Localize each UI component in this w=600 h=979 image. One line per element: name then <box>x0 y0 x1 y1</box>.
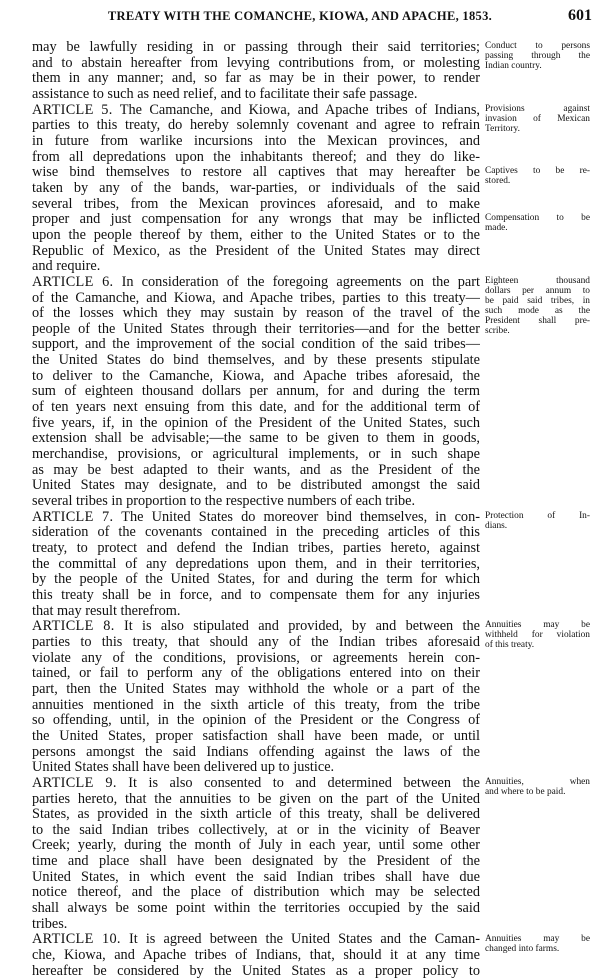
line-text: The Camanche, and Kiowa, and Apache tribes of Indians, <box>119 102 480 118</box>
line-text: merchandise, provisions, or agricultural implements, or in such shape <box>32 447 480 463</box>
running-head: TREATY WITH THE COMANCHE, KIOWA, AND APACHE, 1853. <box>107 9 493 23</box>
text-line <box>32 838 480 854</box>
line-text: Republic of Mexico, as the President of the United States may direct <box>32 243 480 259</box>
text-line <box>32 541 480 557</box>
margin-note-line: passing through the <box>485 51 590 61</box>
text-line <box>32 698 480 714</box>
margin-note-line: scribe. <box>485 325 510 336</box>
text-line <box>32 431 480 447</box>
text-line <box>32 87 480 103</box>
text-line <box>32 729 480 745</box>
margin-note-line: Captives to be re- <box>485 166 590 177</box>
line-text: to deliver to the Camanche, Kiowa, and Apache tribes aforesaid, the <box>32 368 480 384</box>
text-line <box>32 40 480 56</box>
line-text: United States shall have been delivered up to justice. <box>32 760 335 776</box>
text-line <box>32 572 480 588</box>
line-text: to the said Indian tribes collectively, at or in the vicinity of Beaver <box>32 822 480 838</box>
margin-note-conduct <box>485 41 590 71</box>
article-label: ARTICLE 7. <box>32 509 114 525</box>
margin-note-line: dians. <box>485 520 508 531</box>
text-line <box>32 713 480 729</box>
margin-note-line: Conduct to persons <box>485 41 590 51</box>
margin-note-line: of this treaty. <box>485 640 535 651</box>
line-text: by the people of the United States, for and during the term for which <box>32 572 480 588</box>
margin-note-line: Territory. <box>485 123 520 134</box>
line-text: Creek; yearly, during the month of July in each year, until some other <box>32 838 480 854</box>
line-text: several tribes, from the Mexican provinces aforesaid, and to make <box>32 196 480 212</box>
text-line <box>32 807 480 823</box>
text-line <box>32 666 480 682</box>
line-text: shall always be some point within the territories occupied by the said <box>32 901 480 917</box>
line-text: parties to this treaty, do hereby solemnly covenant and agree to refrain <box>32 118 480 134</box>
margin-note-line: President shall pre- <box>485 315 590 326</box>
line-text: part, then the United States may withhold the whole or a part of the <box>32 681 480 697</box>
line-text: hereafter be considered by the United States as a proper policy to <box>32 963 480 979</box>
margin-note-line: Annuities, when <box>485 777 590 788</box>
text-line <box>32 823 480 839</box>
line-text: treaty, to protect and defend the Indian tribes, parties hereto, against <box>32 541 480 556</box>
article-heading-line <box>32 275 480 291</box>
text-line <box>32 494 480 510</box>
margin-note-line: Indian country. <box>485 61 542 71</box>
text-line <box>32 901 480 917</box>
margin-note-eighteen-thousand <box>485 276 590 336</box>
line-text: as may be best adapted to their wants, and as the President of the <box>32 462 480 478</box>
article-label: ARTICLE 9. <box>32 775 117 791</box>
line-text: persons amongst the said Indians offending against the laws of the <box>32 744 480 760</box>
margin-note-line: be paid said tribes, in <box>485 295 590 306</box>
line-text: support, and the improvement of the social condition of the said tribes— <box>32 337 480 353</box>
margin-note-compensation <box>485 213 590 233</box>
text-line <box>32 322 480 338</box>
line-text: several tribes in proportion to the respective numbers of each tribe. <box>32 494 416 510</box>
line-text: and require. <box>32 259 101 275</box>
line-text: the committal of any depredations upon them, and in their territories, <box>32 556 480 572</box>
text-line <box>32 56 480 72</box>
line-text: United States may designate, and to be distributed amongst the said <box>32 478 480 494</box>
text-line <box>32 635 480 651</box>
line-text: extension shall be advisable;—the same to be given to them in goods, <box>32 431 480 447</box>
line-text: In consideration of the foregoing agreements on the part <box>121 274 480 290</box>
text-line <box>32 651 480 667</box>
text-line <box>32 604 480 620</box>
article-label: ARTICLE 10. <box>32 932 121 948</box>
margin-note-line: changed into farms. <box>485 943 560 954</box>
text-line <box>32 71 480 87</box>
margin-note-line: made. <box>485 223 508 234</box>
text-line <box>32 197 480 213</box>
line-text: It is also stipulated and provided, by and between the <box>123 619 480 635</box>
article-label: ARTICLE 5. <box>32 102 113 118</box>
line-text: so offending, until, in the opinion of the President or the Congress of <box>32 713 480 729</box>
text-line <box>32 870 480 886</box>
text-line <box>32 588 480 604</box>
margin-note-captives <box>485 166 590 186</box>
margin-note-line: invasion of Mexican <box>485 113 590 124</box>
text-line <box>32 478 480 494</box>
line-text: and to abstain hereafter from levying contributions from, or molesting <box>32 55 480 71</box>
line-text: annuities mentioned in the sixth article of this treaty, from the tribe <box>32 697 480 713</box>
margin-note-line: Eighteen thousand <box>485 275 590 286</box>
article-heading-line <box>32 776 480 792</box>
article-heading-line <box>32 103 480 119</box>
article-label: ARTICLE 6. <box>32 274 114 290</box>
text-line <box>32 259 480 275</box>
text-line <box>32 369 480 385</box>
treaty-text-column <box>32 40 480 979</box>
line-text: United States, in which event the said Indian tribes shall have due <box>32 869 480 885</box>
margin-note-line: Protection of In- <box>485 510 590 521</box>
page-header <box>0 9 600 31</box>
line-text: that may result therefrom. <box>32 603 181 619</box>
article-heading-line <box>32 510 480 526</box>
text-line <box>32 885 480 901</box>
page-number: 601 <box>568 7 592 24</box>
margin-note-line: such mode as the <box>485 305 590 316</box>
text-line <box>32 118 480 134</box>
line-text: the United States do bind themselves, and by these presents stipulate <box>32 353 480 369</box>
line-text: of the losses which they may sustain by reason of the travel of the <box>32 306 480 322</box>
margin-note-line: dollars per annum to <box>485 285 590 296</box>
line-text: It is agreed between the United States and the Caman- <box>128 932 480 948</box>
text-line <box>32 244 480 260</box>
margin-note-line: Provisions against <box>485 103 590 114</box>
line-text: sideration of the covenants contained in the preceding articles of this <box>32 525 480 541</box>
line-text: It is also consented to and determined between the <box>128 775 480 791</box>
line-text: The United States do moreover bind themselves, in con- <box>121 509 480 525</box>
line-text: States, as provided in the sixth article of this treaty, shall be delivered <box>32 807 480 823</box>
line-text: assistance to such as need relief, and to facilitate their safe passage. <box>32 86 418 102</box>
text-line <box>32 463 480 479</box>
line-text: parties to this treaty, that should any of the Indian tribes aforesaid <box>32 634 480 650</box>
margin-note-line: and where to be paid. <box>485 787 566 798</box>
line-text: parties hereto, that the annuities to be given on the part of the United <box>32 791 480 807</box>
text-line <box>32 792 480 808</box>
margin-note-annuities-farms <box>485 934 590 954</box>
text-line <box>32 353 480 369</box>
text-line <box>32 337 480 353</box>
text-line <box>32 291 480 307</box>
margin-note-line: Compensation to be <box>485 213 590 224</box>
line-text: five years, if, in the opinion of the President of the United States, such <box>32 415 480 431</box>
text-line <box>32 134 480 150</box>
article-heading-line <box>32 619 480 635</box>
text-line <box>32 228 480 244</box>
line-text: upon the people thereof by them, either to the United States or to the <box>32 227 480 243</box>
margin-note-provisions <box>485 104 590 134</box>
text-line <box>32 964 480 979</box>
line-text: tribes. <box>32 916 68 932</box>
text-line <box>32 306 480 322</box>
text-line <box>32 745 480 761</box>
text-line <box>32 682 480 698</box>
text-line <box>32 165 480 181</box>
article-label: ARTICLE 8. <box>32 619 115 635</box>
text-line <box>32 525 480 541</box>
line-text: from all depredations upon the inhabitants thereof; and they do like- <box>32 149 480 165</box>
text-line <box>32 212 480 228</box>
line-text: this treaty shall be in force, and to compensate them for any injuries <box>32 587 480 603</box>
text-line <box>32 557 480 573</box>
margin-note-line: Annuities may be <box>485 933 590 944</box>
line-text: taken by any of the bands, war-parties, or individuals of the said <box>32 180 480 196</box>
line-text: the United States, proper satisfaction shall have been made, or until <box>32 728 480 744</box>
text-line <box>32 948 480 964</box>
line-text: time and place shall have been designated by the President of the <box>32 854 480 870</box>
line-text: them in any manner; and, so far as may be in their power, to render <box>32 71 480 87</box>
line-text: che, Kiowa, and Apache tribes of Indians, that, should it at any time <box>32 948 480 964</box>
text-line <box>32 384 480 400</box>
line-text: tained, or fail to perform any of the obligations entered into on their <box>32 666 480 682</box>
text-line <box>32 760 480 776</box>
margin-note-annuities-when <box>485 777 590 797</box>
text-line <box>32 150 480 166</box>
line-text: of ten years next ensuing from this date, and for the additional term of <box>32 400 480 416</box>
line-text: proper and just compensation for any wrongs that may be inflicted <box>32 212 480 228</box>
margin-note-line: withheld for violation <box>485 630 590 641</box>
line-text: violate any of the conditions, provisions, or agreements herein con- <box>32 650 480 666</box>
margin-note-line: Annuities may be <box>485 620 590 631</box>
text-line <box>32 400 480 416</box>
text-line <box>32 917 480 933</box>
margin-note-annuities-withheld <box>485 620 590 650</box>
text-line <box>32 416 480 432</box>
line-text: in future from warlike incursions into the Mexican provinces, and <box>32 133 480 149</box>
line-text: of the Camanche, and Kiowa, and Apache tribes, parties to this treaty— <box>32 290 480 306</box>
line-text: sum of eighteen thousand dollars per annum, for and during the term <box>32 384 480 400</box>
line-text: people of the United States through their territories—and for the better <box>32 321 480 337</box>
margin-note-line: stored. <box>485 176 511 187</box>
text-line <box>32 447 480 463</box>
text-line <box>32 854 480 870</box>
line-text: may be lawfully residing in or passing through their said territories; <box>32 40 480 55</box>
line-text: notice thereof, and the place of distribution which may be selected <box>32 885 480 901</box>
margin-note-protection <box>485 511 590 531</box>
text-line <box>32 181 480 197</box>
line-text: wise bind themselves to restore all captives that may hereafter be <box>32 165 480 181</box>
